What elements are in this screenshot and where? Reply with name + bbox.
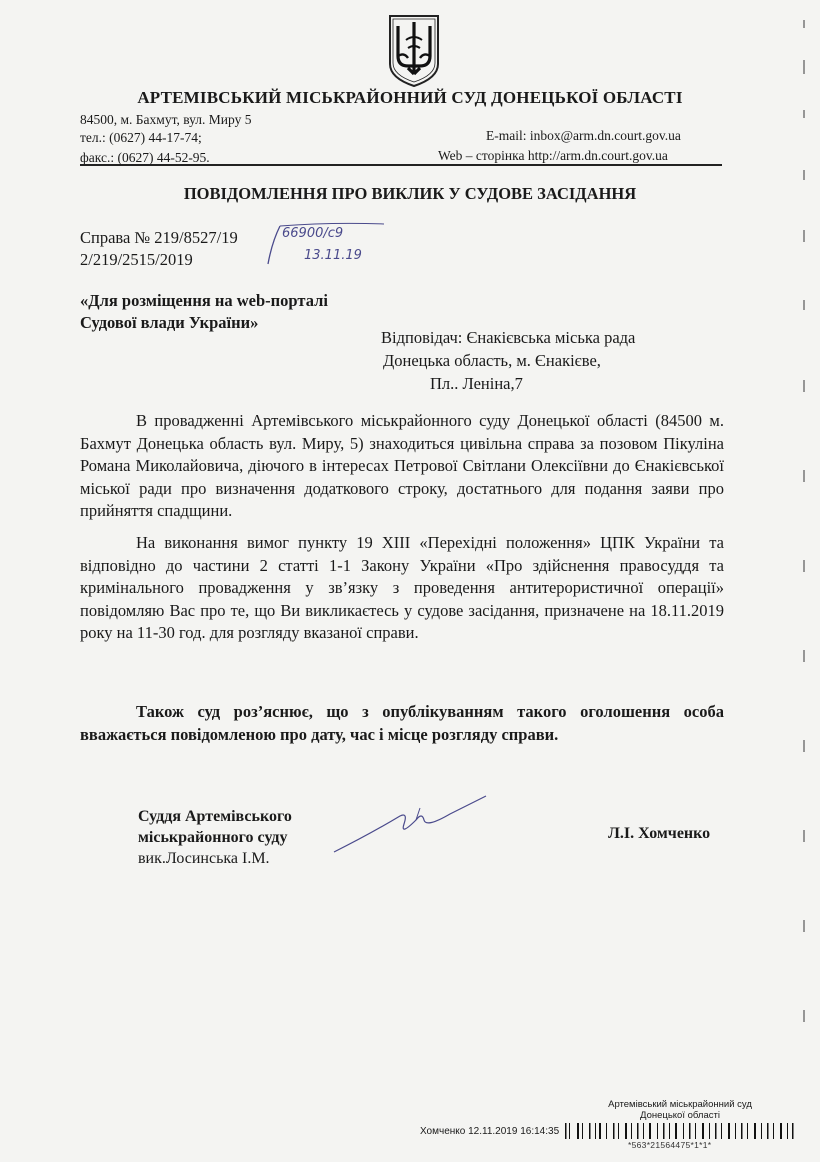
handwritten-signature-icon bbox=[330, 790, 500, 860]
judge-title-line-2: міськрайонного суду bbox=[138, 829, 288, 846]
defendant-line-1: Відповідач: Єнакієвська міська рада bbox=[381, 328, 636, 347]
stamp-registration: Хомченко 12.11.2019 16:14:35 bbox=[420, 1126, 560, 1137]
stamp-court-name: Артемівський міськрайонний суд Донецької області bbox=[608, 1099, 752, 1121]
judge-name: Л.І. Хомченко bbox=[608, 825, 711, 842]
court-address: 84500, м. Бахмут, вул. Миру 5 bbox=[80, 112, 252, 127]
executor-line: вик.Лосинська І.М. bbox=[138, 850, 270, 867]
notice-title: ПОВІДОМЛЕННЯ ПРО ВИКЛИК У СУДОВЕ ЗАСІДАННЯ bbox=[183, 184, 637, 203]
header-divider bbox=[80, 164, 722, 166]
court-website: Web – сторінка http://arm.dn.court.gov.ua bbox=[438, 148, 668, 163]
web-portal-note: «Для розміщення на web-порталі Судової влади України» bbox=[80, 291, 328, 332]
scan-edge-marks-icon bbox=[796, 0, 816, 1162]
court-name-heading: АРТЕМІВСЬКИЙ МІСЬКРАЙОННИЙ СУД ДОНЕЦЬКОЇ ОБЛАСТІ bbox=[137, 88, 683, 107]
signature-block bbox=[138, 806, 292, 869]
paragraph-case-description: В провадженні Артемівського міськрайонного суду Донецької області (84500 м. Бахмут Донецька область вул. Миру, 5) знаходиться цивільна справа за позовом Пікуліна Романа Миколайовича, діючого в інтересах Петрової Світлани Олексіївни до Єнакієвської міської ради про визначення додаткового строку, достатнього для подання заяви про прийняття спадщини. bbox=[80, 411, 724, 520]
court-email: E-mail: inbox@arm.dn.court.gov.ua bbox=[486, 128, 681, 143]
handwritten-registration: 66900/с9 bbox=[282, 226, 344, 241]
case-number-block bbox=[80, 227, 238, 271]
handwritten-date: 13.11.19 bbox=[304, 248, 362, 263]
trident-emblem-icon bbox=[386, 12, 442, 88]
barcode-number: *563*21564475*1*1* bbox=[628, 1140, 712, 1150]
paragraph-explanation: Також суд роз’яснює, що з опублікуванням такого оголошення особа вважається повідомленою про дату, час і місце розгляду справи. bbox=[80, 702, 724, 744]
barcode-icon bbox=[565, 1123, 795, 1139]
defendant-line-2: Донецька область, м. Єнакієве, bbox=[383, 351, 601, 370]
judge-title-line-1: Суддя Артемівського bbox=[138, 808, 292, 825]
court-phone: тел.: (0627) 44-17-74; bbox=[80, 130, 202, 145]
paragraph-summons: На виконання вимог пункту 19 XIII «Перехідні положення» ЦПК України та відповідно до частини 2 статті 1-1 Закону України «Про здійснення правосуддя та кримінального провадження у зв’язку з проведення антитерористичної операції» повідомляю Вас про те, що Ви викликаєтесь у судове засідання, призначене на 18.11.2019 року на 11-30 год. для розгляду вказаної справи. bbox=[80, 533, 724, 642]
court-fax: факс.: (0627) 44-52-95. bbox=[80, 150, 210, 165]
case-number: Справа № 219/8527/19 bbox=[80, 228, 238, 247]
defendant-line-3: Пл.. Леніна,7 bbox=[430, 374, 523, 393]
proceeding-number: 2/219/2515/2019 bbox=[80, 250, 193, 269]
